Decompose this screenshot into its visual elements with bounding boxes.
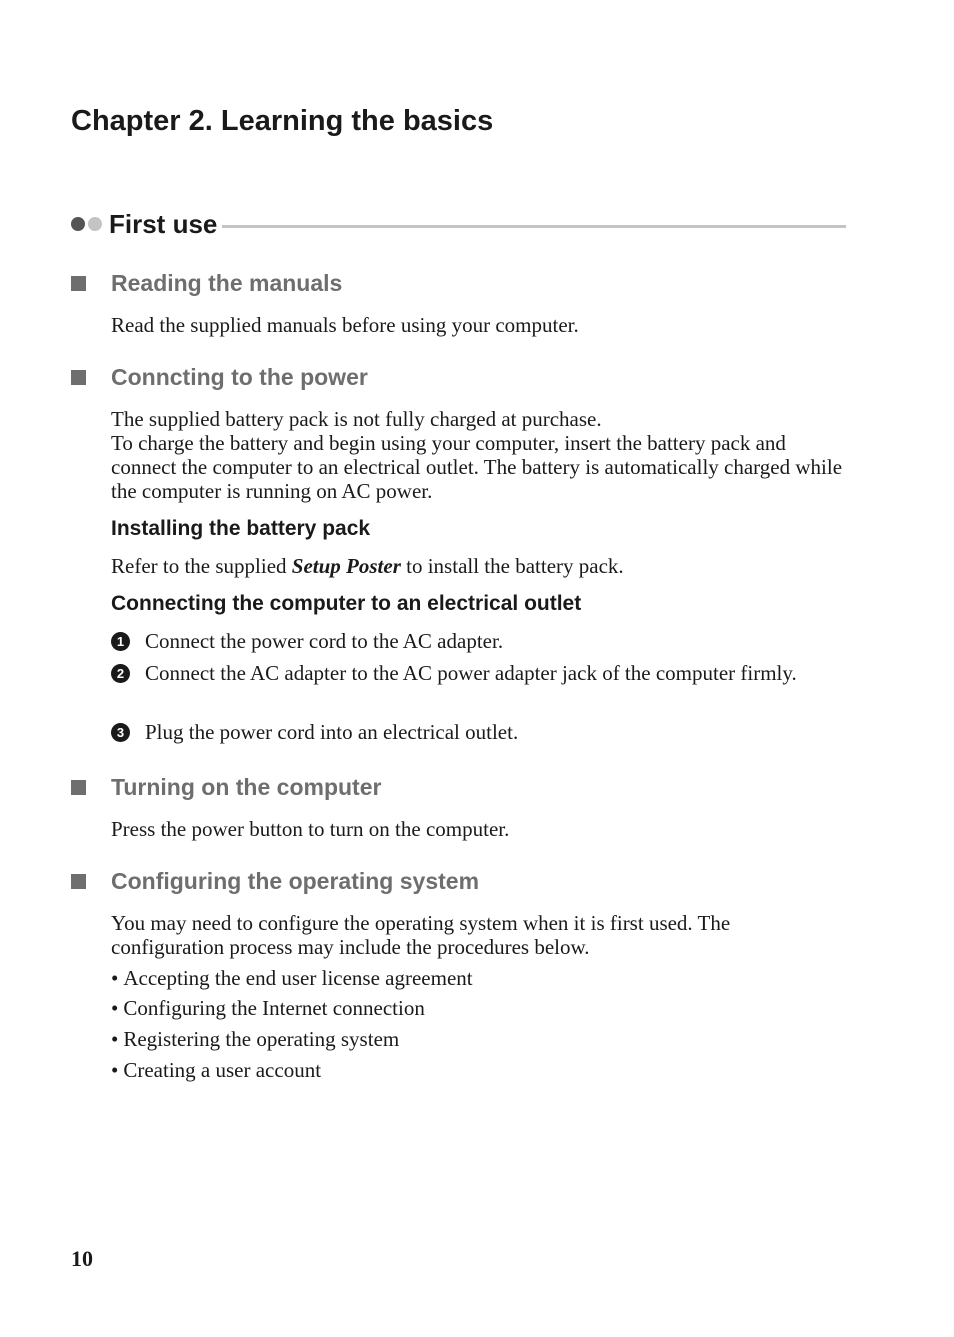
square-bullet-icon: [71, 276, 86, 291]
step-number-icon: 2: [111, 664, 130, 683]
dark-dot-icon: [71, 217, 85, 231]
subhead-reading-manuals: [71, 268, 342, 298]
subhead-turning-on: [71, 772, 381, 802]
light-dot-icon: [88, 217, 102, 231]
electrical-outlet-heading: Connecting the computer to an electrical outlet: [111, 592, 582, 615]
step-number-icon: 1: [111, 632, 130, 651]
installing-battery-text: [111, 554, 847, 578]
connecting-power-text: [111, 407, 847, 503]
section-dots-icon: [71, 217, 102, 231]
square-bullet-icon: [71, 780, 86, 795]
list-item: • Accepting the end user license agreement: [111, 966, 473, 990]
bullet-icon: •: [111, 996, 119, 1020]
page-number: 10: [71, 1246, 93, 1271]
step-text: Connect the AC adapter to the AC power adapter jack of the computer firmly.: [145, 661, 797, 685]
step-text: Plug the power cord into an electrical outlet.: [145, 720, 519, 744]
step-text: Connect the power cord to the AC adapter.: [145, 629, 504, 653]
reading-manuals-text: [111, 313, 847, 337]
paragraph: To charge the battery and begin using your computer, insert the battery pack and connect the computer to an electrical outlet. The battery is automatically charged while the computer is running on AC power.: [111, 431, 843, 503]
configuring-os-text: [111, 911, 847, 959]
paragraph: Press the power button to turn on the computer.: [111, 817, 510, 841]
turning-on-text: [111, 817, 847, 841]
paragraph: The supplied battery pack is not fully charged at purchase.: [111, 407, 602, 431]
subhead-title: Configuring the operating system: [111, 867, 480, 894]
subhead-connecting-power: [71, 362, 368, 392]
bullet-icon: •: [111, 966, 119, 990]
bullet-icon: •: [111, 1027, 119, 1051]
square-bullet-icon: [71, 370, 86, 385]
bullet-icon: •: [111, 1058, 119, 1082]
list-item: • Registering the operating system: [111, 1027, 400, 1051]
step-item: [111, 719, 847, 746]
list-item: • Configuring the Internet connection: [111, 996, 425, 1020]
subhead-title: Conncting to the power: [111, 363, 368, 390]
paragraph: Read the supplied manuals before using your computer.: [111, 313, 579, 337]
subhead-configuring-os: [71, 866, 479, 896]
step-item: [111, 628, 847, 655]
list-item: • Creating a user account: [111, 1058, 322, 1082]
installing-battery-heading: Installing the battery pack: [111, 517, 371, 540]
step-number-icon: 3: [111, 723, 130, 742]
paragraph: Refer to the supplied Setup Poster to install the battery pack.: [111, 554, 624, 578]
setup-poster-title: Setup Poster: [291, 554, 401, 578]
square-bullet-icon: [71, 874, 86, 889]
section-title: First use: [109, 208, 218, 239]
paragraph: You may need to configure the operating system when it is first used. The configuration process may include the procedures below.: [111, 911, 731, 959]
chapter-title: Chapter 2. Learning the basics: [71, 105, 494, 137]
subhead-title: Reading the manuals: [111, 269, 343, 296]
subhead-title: Turning on the computer: [111, 773, 382, 800]
section-header: [71, 206, 846, 242]
section-divider: [222, 225, 846, 228]
step-item: [111, 660, 847, 687]
